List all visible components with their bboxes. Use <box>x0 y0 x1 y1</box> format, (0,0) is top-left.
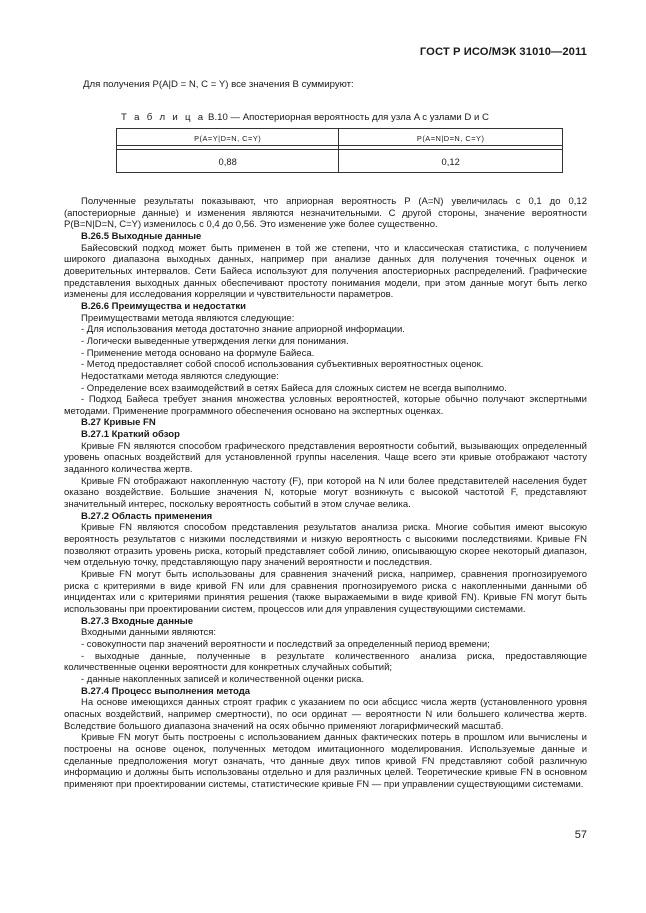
paragraph: Преимуществами метода являются следующие: <box>81 312 295 324</box>
section-heading: B.27.4 Процесс выполнения метода <box>81 685 251 697</box>
paragraph: - данные накопленных записей и количественной оценки риска. <box>81 673 364 685</box>
table-header-cell: P(A=Y|D=N, C=Y) <box>117 129 339 146</box>
intro-line: Для получения P(A|D = N, C = Y) все значения B суммируют: <box>83 79 354 90</box>
table-caption <box>121 112 489 123</box>
paragraph: Кривые FN являются способом графического представления вероятности событий, вызывающих определенный уровень опасных воздействий для установленной группы населения. Чаще всего эти кривые отображают частоту заданного количества жертв. <box>64 440 587 476</box>
paragraph: - Метод предоставляет собой способ использования субъективных вероятностных оценок. <box>81 359 484 371</box>
table-value-cell: 0,12 <box>339 150 563 173</box>
paragraph: Полученные результаты показывают, что априорная вероятность P (A=N) увеличилась с 0,1 до 0,12 (апостериорные данные) и изменения являются незначительными. С другой стороны, значение вероятности P(B=N|D=N, C=Y) изменилось с 0,4 до 0,56. Это изменение уже более существенно. <box>64 196 587 231</box>
table-caption-text: B.10 — Апостериорная вероятность для узла A с узлами D и C <box>205 112 489 123</box>
paragraph: Кривые FN отображают накопленную частоту (F), при которой на N или более представителей населения будет оказано воздействие. Большие значения N, которые могут возникнуть с высокой частотой F, представляют значительный интерес, поскольку вероятность событий в этом случае велика. <box>64 475 587 511</box>
paragraph: - совокупности пар значений вероятности и последствий за определенный период времени; <box>81 638 490 650</box>
paragraph: Кривые FN могут быть построены с использованием данных фактических потерь в прошлом или вычислены и построены на основе оценок, полученных методом имитационного моделирования. Используемые данные и сделанные предположения могут означать, что данные двух типов кривой FN представляют собой различную информацию и должны быть использованы отдельно и для различных целей. Теоретические кривые FN в основном применяют при проектировании системы, статистические кривые FN — при управлении существующими системами. <box>64 732 587 790</box>
table-caption-prefix: Т а б л и ц а <box>121 112 206 123</box>
section-heading: B.27 Кривые FN <box>81 417 156 429</box>
table-value-cell: 0,88 <box>117 150 339 173</box>
section-heading: B.26.5 Выходные данные <box>81 230 202 242</box>
section-heading: B.27.3 Входные данные <box>81 615 194 627</box>
paragraph: На основе имеющихся данных строят график с указанием по оси абсцисс числа жертв (установленного уровня опасных воздействий, например смертности), по оси ординат — вероятности N или большего количества жертв. Вследствие большого диапазона значений на осях обычно применяют логарифмический масштаб. <box>64 697 587 732</box>
body-text <box>64 196 587 790</box>
paragraph: Кривые FN могут быть использованы для сравнения значений риска, например, сравнения прогнозируемого риска с критериями в виде кривой FN или для сравнения прогнозируемого риска с накопленными данными об инцидентах или с критериями принятия решения (также выражаемыми в виде кривой FN). Кривые FN могут быть использованы при проектировании систем, процессов или для управления существующими системами. <box>64 569 587 615</box>
paragraph: Входными данными являются: <box>81 627 217 639</box>
document-code-header: ГОСТ Р ИСО/МЭК 31010—2011 <box>419 46 587 58</box>
posterior-probability-table <box>116 128 563 173</box>
paragraph: Байесовский подход может быть применен в той же степени, что и классическая статистика, с получением широкого диапазона выходных данных, например при анализе данных для получения точечных оценок и доверительных интервалов. Сети Байеса используют для получения апостериорных распределений. Графические представления выходных данных обеспечивают простоту понимания модели, при этом данные могут быть легко изменены для исследования корреляции и чувствительности параметров. <box>64 242 587 301</box>
paragraph: - Для использования метода достаточно знание априорной информации. <box>81 324 405 336</box>
section-heading: B.27.2 Область применения <box>81 510 213 522</box>
section-heading: B.27.1 Краткий обзор <box>81 429 180 441</box>
section-heading: B.26.6 Преимущества и недостатки <box>81 300 246 312</box>
page-number: 57 <box>574 829 587 841</box>
table-header-cell: P(A=N|D=N, C=Y) <box>339 129 563 146</box>
paragraph: - Определение всех взаимодействий в сетях Байеса для сложных систем не всегда выполнимо. <box>81 382 507 394</box>
paragraph: - Логически выведенные утверждения легки для понимания. <box>81 335 349 347</box>
paragraph: Недостатками метода являются следующие: <box>81 370 279 382</box>
paragraph: - Применение метода основано на формуле Байеса. <box>81 347 315 359</box>
paragraph: - выходные данные, полученные в результате количественного анализа риска, предоставляющие количественные оценки вероятности для конкретных случайных событий; <box>64 650 587 674</box>
paragraph: - Подход Байеса требует знания множества условных вероятностей, которые обычно получают экспертными методами. Применение программного обеспечения основано на экспертных оценках. <box>64 394 587 417</box>
paragraph: Кривые FN являются способом представления результатов анализа риска. Многие события имеют высокую вероятность результатов с низкими последствиями и низкую вероятность с высокими последствиями. Кривые FN позволяют отразить уровень риска, который представляет собой линию, описывающую скорее некоторый диапазон, чем отдельную точку, представляющую пару значений вероятности и последствия. <box>64 522 587 569</box>
